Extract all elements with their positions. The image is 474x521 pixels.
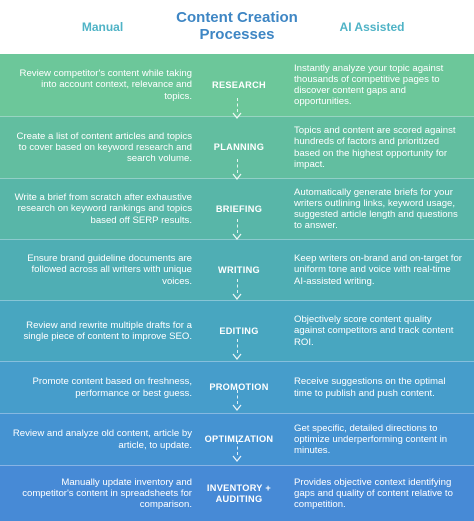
manual-column-header: Manual — [81, 20, 124, 34]
process-row — [0, 465, 474, 521]
manual-description: Create a list of content articles and topics to cover based on keyword research and search volume. — [16, 130, 192, 165]
ai-description: Automatically generate briefs for your writers outlining links, keyword usage, suggested article length and questions to answer. — [294, 186, 458, 232]
ai-description: Provides objective context identifying gaps and quality of content relative to competition. — [294, 476, 453, 511]
chevron-down-icon — [231, 110, 243, 122]
chevron-down-icon — [231, 231, 243, 243]
stage-label: WRITING — [218, 264, 260, 275]
ai-description: Receive suggestions on the optimal time to publish and push content. — [294, 376, 446, 399]
page-title: Content Creation Processes — [176, 9, 298, 43]
manual-description: Promote content based on freshness, performance or best guess. — [32, 376, 192, 399]
stage-label: PLANNING — [213, 142, 265, 152]
chevron-down-icon — [231, 453, 243, 465]
stage-label: BRIEFING — [215, 203, 263, 214]
ai-description: Get specific, detailed directions to optimize underperforming content in minutes. — [294, 422, 448, 457]
manual-description: Review competitor's content while taking into account context, relevance and topics. — [19, 68, 192, 102]
chevron-down-icon — [231, 291, 243, 303]
ai-description: Keep writers on-brand and on-target for uniform tone and voice with real-time AI-assisted writing. — [294, 253, 462, 287]
ai-description: Topics and content are scored against hundreds of factors and prioritized based on the highest opportunity for impact. — [294, 125, 456, 170]
stage-label: OPTIMIZATION — [204, 434, 274, 444]
manual-description: Manually update inventory and competitor's content in spreadsheets for comparison. — [22, 476, 192, 511]
header — [0, 0, 474, 54]
stage-label: PROMOTION — [209, 382, 269, 392]
manual-description: Ensure brand guideline documents are followed across all writers with unique voices. — [27, 253, 192, 287]
ai-description: Objectively score content quality against competitors and track content ROI. — [294, 314, 454, 348]
stage-label: INVENTORY + AUDITING — [206, 482, 272, 504]
ai-description: Instantly analyze your topic against thousands of competitive pages to discover content gaps and opportunities. — [294, 62, 444, 108]
stage-label: EDITING — [219, 325, 259, 336]
manual-description: Review and rewrite multiple drafts for a single piece of content to improve SEO. — [23, 319, 192, 342]
chevron-down-icon — [231, 402, 243, 414]
manual-description: Write a brief from scratch after exhaustive research on keyword rankings and topics based off SERP results. — [14, 192, 192, 226]
chevron-down-icon — [231, 351, 243, 363]
manual-description: Review and analyze old content, article by article, to update. — [12, 428, 192, 451]
chevron-down-icon — [231, 171, 243, 183]
process-rows — [0, 54, 474, 521]
ai-assisted-column-header: AI Assisted — [339, 20, 405, 34]
stage-label: RESEARCH — [212, 79, 266, 90]
